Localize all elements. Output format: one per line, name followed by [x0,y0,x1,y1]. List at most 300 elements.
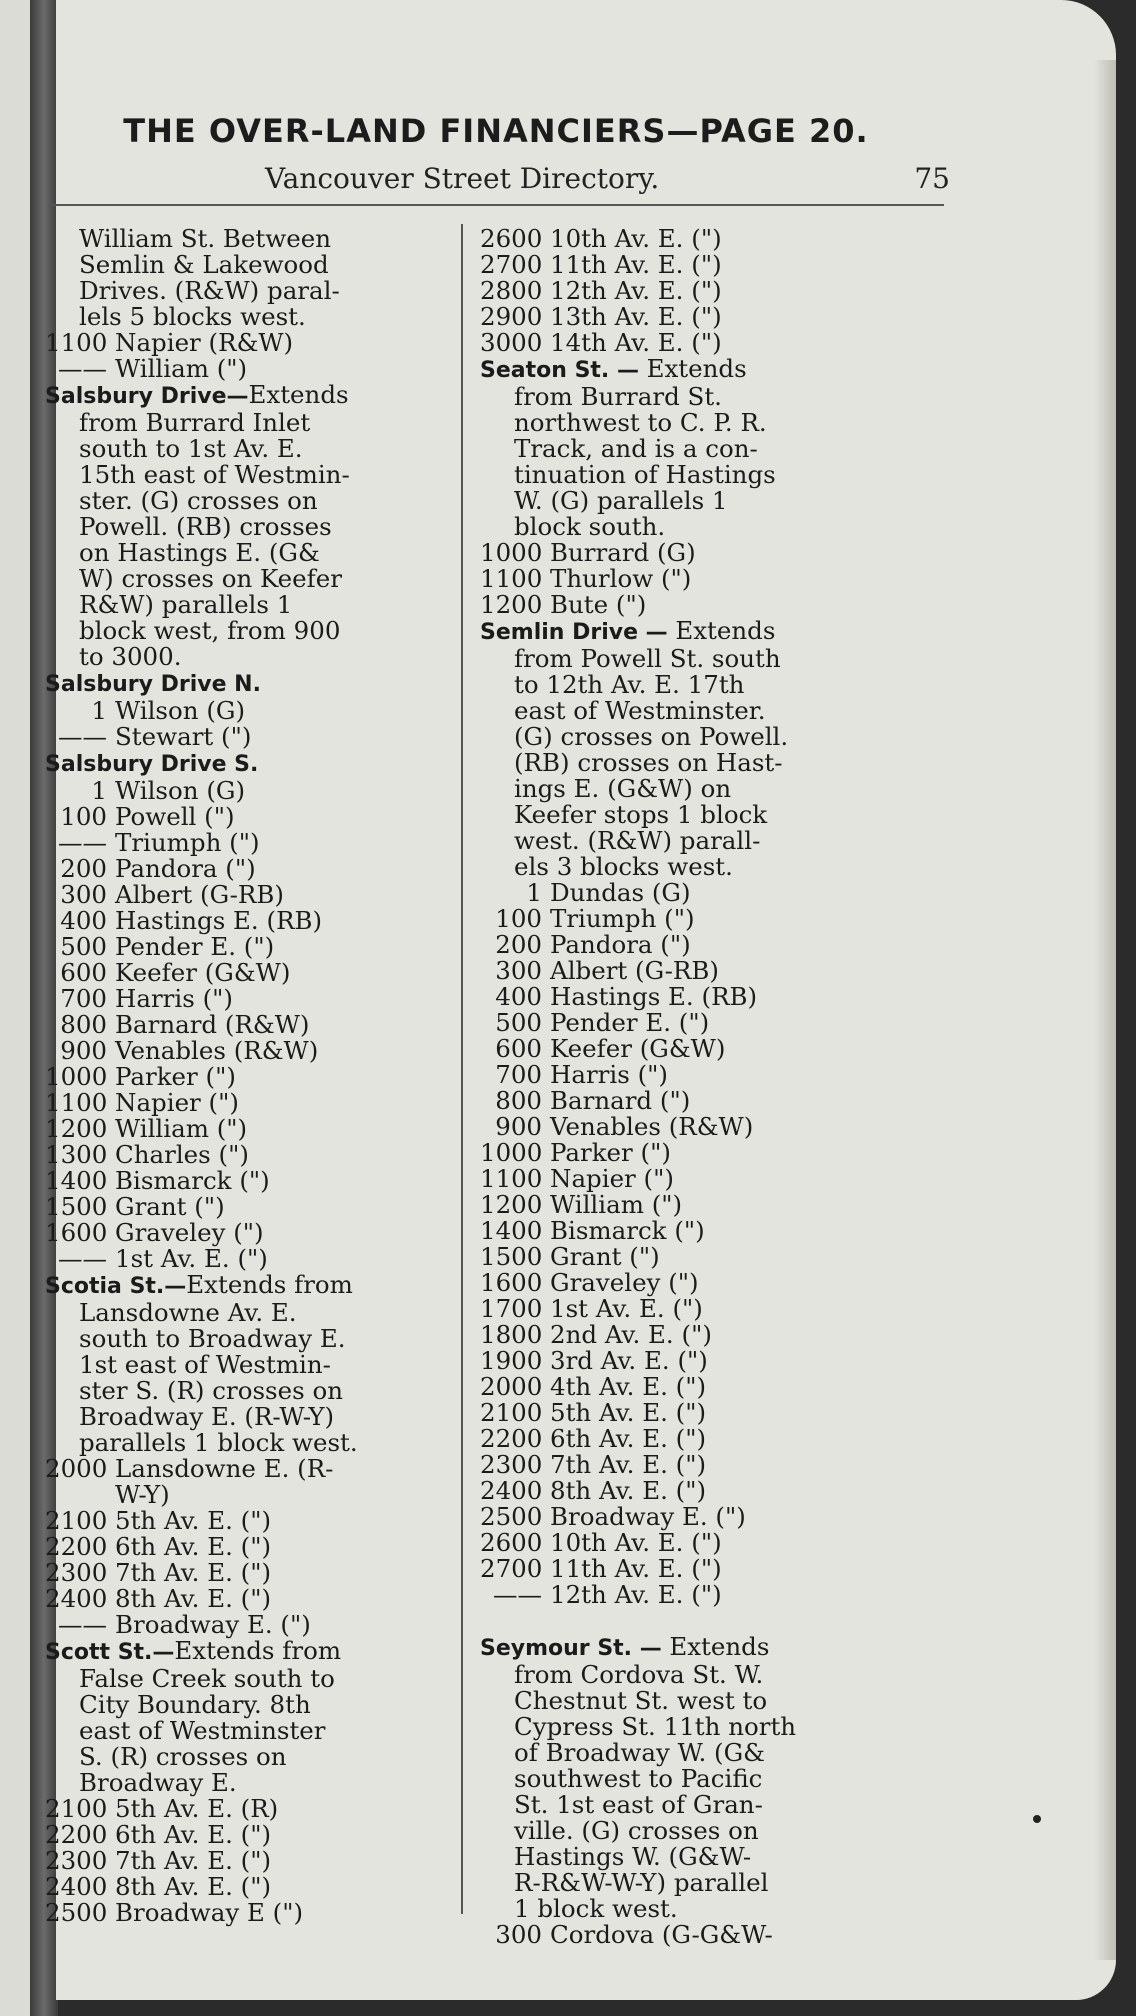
subheader [115,162,950,206]
directory-line [45,1352,459,1378]
directory-line [480,906,950,932]
cross-street: 7th Av. E. (") [115,1846,272,1875]
description-text: from Burrard Inlet [79,408,311,437]
cross-street: Charles (") [115,1140,249,1169]
description-text: Broadway E. [79,1768,237,1797]
description-text: from Powell St. south [514,644,781,673]
street-heading: Salsbury Drive N. [45,672,261,697]
house-number: 100 [60,802,107,831]
description-text: 1st east of Westmin- [79,1350,331,1379]
description-text: west. (R&W) parall- [514,826,761,855]
directory-line [45,1508,459,1534]
directory-line [45,986,459,1012]
directory-line [45,1744,459,1770]
cross-street: William (") [550,1190,683,1219]
directory-line [480,1244,950,1270]
directory-line [45,304,459,330]
description-text: of Broadway W. (G& [514,1738,765,1767]
directory-line [45,436,459,462]
directory-line [45,1168,459,1194]
cross-street: 6th Av. E. (") [115,1820,272,1849]
directory-line [480,436,950,462]
column-divider [461,224,463,1914]
house-number: 2900 [480,302,543,331]
directory-line [45,724,459,750]
directory-line [45,750,459,778]
house-number: 2300 [45,1846,108,1875]
directory-line [45,778,459,804]
cross-street: Hastings E. (RB) [115,906,323,935]
description-text: to 12th Av. E. 17th [514,670,745,699]
heading-text: Extends from [174,1636,342,1665]
house-number: 1800 [480,1320,543,1349]
cross-street: Parker (") [550,1138,671,1167]
cross-street: 13th Av. E. (") [550,302,722,331]
description-text: William St. Between [79,224,332,253]
cross-street: Graveley (") [115,1218,264,1247]
directory-line [480,1270,950,1296]
directory-line [45,1300,459,1326]
directory-line [480,984,950,1010]
directory-line [480,1478,950,1504]
description-text: Drives. (R&W) paral- [79,276,340,305]
description-text: False Creek south to [79,1664,335,1693]
house-number: 3000 [480,328,543,357]
description-text: ster. (G) crosses on [79,486,318,515]
directory-line [45,1116,459,1142]
directory-line [480,1062,950,1088]
description-text: from Burrard St. [514,382,722,411]
description-text: Lansdowne Av. E. [79,1298,297,1327]
cross-street: Pender E. (") [550,1008,710,1037]
description-text: ings E. (G&W) on [514,774,732,803]
cross-street: Grant (") [550,1242,660,1271]
directory-line [480,750,950,776]
house-number: 900 [60,1036,107,1065]
house-number: 2000 [45,1454,108,1483]
directory-line [45,514,459,540]
facing-page-edge [0,0,30,2016]
left-column [45,226,459,1926]
description-text: R-R&W-W-Y) parallel [514,1868,769,1897]
house-number: 1200 [45,1114,108,1143]
cross-street: 7th Av. E. (") [550,1450,707,1479]
directory-line [480,1634,950,1662]
directory-line [45,960,459,986]
cross-street: Grant (") [115,1192,225,1221]
directory-line [480,1088,950,1114]
house-number: 200 [495,930,542,959]
directory-line [45,1718,459,1744]
heading-text: Extends [675,616,776,645]
house-number: 1900 [480,1346,543,1375]
directory-line [45,1534,459,1560]
cross-street: 1st Av. E. (") [115,1244,268,1273]
directory-line [480,1010,950,1036]
directory-line [45,566,459,592]
directory-line [480,1766,950,1792]
description-text: south to 1st Av. E. [79,434,303,463]
directory-line [480,1348,950,1374]
directory-line [480,1426,950,1452]
directory-line [480,540,950,566]
house-number: 800 [60,1010,107,1039]
directory-line [45,644,459,670]
description-text: block south. [514,512,666,541]
cross-street: Keefer (G&W) [115,958,291,987]
directory-line [45,1456,459,1482]
house-number: 1500 [45,1192,108,1221]
cross-street: Broadway E (") [115,1898,304,1927]
house-number: —— [58,1610,107,1639]
directory-line [480,854,950,880]
house-number: 600 [60,958,107,987]
description-text: S. (R) crosses on [79,1742,287,1771]
cross-street: Burrard (G) [550,538,696,567]
directory-line [480,1714,950,1740]
cross-street: Barnard (") [550,1086,691,1115]
description-text: south to Broadway E. [79,1324,346,1353]
cross-street: Pandora (") [550,930,691,959]
cross-street: 3rd Av. E. (") [550,1346,708,1375]
directory-line [480,1740,950,1766]
directory-line [45,1326,459,1352]
cross-street: 5th Av. E. (R) [115,1794,279,1823]
directory-line [480,672,950,698]
house-number: 2300 [480,1450,543,1479]
cross-street: Napier (") [115,1088,239,1117]
cross-street: 1st Av. E. (") [550,1294,703,1323]
directory-line [480,1922,950,1948]
description-text: ville. (G) crosses on [514,1816,759,1845]
page-header: THE OVER-LAND FINANCIERS—PAGE 20. [123,112,869,150]
heading-text: Extends [646,354,747,383]
directory-line [480,958,950,984]
directory-line [480,724,950,750]
cross-street: Napier (") [550,1164,674,1193]
directory-line [45,882,459,908]
cross-street: Pender E. (") [115,932,275,961]
cross-street: 8th Av. E. (") [115,1872,272,1901]
cross-street: W-Y) [115,1480,170,1509]
description-text: northwest to C. P. R. [514,408,767,437]
directory-line [480,1140,950,1166]
description-text: Broadway E. (R-W-Y) [79,1402,335,1431]
directory-line [45,804,459,830]
cross-street: Triumph (") [115,828,260,857]
cross-street: Stewart (") [115,722,252,751]
directory-line [45,830,459,856]
house-number: —— [58,828,107,857]
description-text: (RB) crosses on Hast- [514,748,783,777]
cross-street: 11th Av. E. (") [550,1554,722,1583]
description-text: R&W) parallels 1 [79,590,293,619]
directory-line [480,1296,950,1322]
directory-line [45,1430,459,1456]
house-number: 100 [495,904,542,933]
house-number: —— [58,722,107,751]
cross-street: Venables (R&W) [115,1036,319,1065]
house-number: 2500 [480,1502,543,1531]
directory-line [480,828,950,854]
house-number: 1300 [45,1140,108,1169]
directory-line [480,1608,950,1634]
house-number: 1100 [45,1088,108,1117]
directory-line [480,1844,950,1870]
directory-line [45,1064,459,1090]
description-text: St. 1st east of Gran- [514,1790,763,1819]
cross-street: 14th Av. E. (") [550,328,722,357]
house-number: 2400 [45,1584,108,1613]
directory-line [480,566,950,592]
directory-line [45,670,459,698]
description-text: 15th east of Westmin- [79,460,350,489]
description-text: Hastings W. (G&W- [514,1842,752,1871]
directory-line [45,1482,459,1508]
house-number: 1500 [480,1242,543,1271]
directory-line [480,514,950,540]
house-number: 2800 [480,276,543,305]
house-number: 2100 [45,1794,108,1823]
directory-line [480,1114,950,1140]
cross-street: Barnard (R&W) [115,1010,310,1039]
house-number: 2300 [45,1558,108,1587]
house-number: 1000 [45,1062,108,1091]
house-number: 2700 [480,250,543,279]
street-heading: Seaton St. — [480,358,647,383]
cross-street: Bismarck (") [550,1216,705,1245]
directory-line [45,1612,459,1638]
house-number: 2200 [45,1532,108,1561]
description-text: on Hastings E. (G& [79,538,320,567]
directory-line [45,252,459,278]
street-heading: Salsbury Drive S. [45,752,259,777]
house-number: 1100 [480,1164,543,1193]
description-text: els 3 blocks west. [514,852,733,881]
cross-street: 11th Av. E. (") [550,250,722,279]
cross-street: Graveley (") [550,1268,699,1297]
directory-line [45,1272,459,1300]
directory-line [480,1896,950,1922]
directory-line [45,1692,459,1718]
house-number: 300 [495,1920,542,1949]
directory-line [45,1560,459,1586]
description-text: southwest to Pacific [514,1764,763,1793]
heading-text: Extends [669,1632,770,1661]
house-number: 1200 [480,1190,543,1219]
cross-street: Broadway E. (") [550,1502,746,1531]
directory-line [480,1400,950,1426]
directory-line [45,278,459,304]
directory-line [45,540,459,566]
directory-line [480,410,950,436]
house-number: 200 [60,854,107,883]
directory-line [45,856,459,882]
description-text: parallels 1 block west. [79,1428,358,1457]
house-number: 2200 [480,1424,543,1453]
directory-line [45,226,459,252]
directory-line [480,1452,950,1478]
page-blemish [1033,1815,1041,1823]
description-text: east of Westminster [79,1716,326,1745]
cross-street: Cordova (G-G&W- [550,1920,773,1949]
street-heading: Salsbury Drive— [45,384,249,409]
house-number: 2700 [480,1554,543,1583]
header-rule [48,204,944,206]
heading-text: Extends from [186,1270,353,1299]
house-number: 400 [495,982,542,1011]
description-text: Chestnut St. west to [514,1686,768,1715]
directory-line [480,1166,950,1192]
cross-street: Bismarck (") [115,1166,270,1195]
house-number: 1000 [480,1138,543,1167]
directory-line [45,1770,459,1796]
house-number: 400 [60,906,107,935]
cross-street: Pandora (") [115,854,256,883]
description-text: City Boundary. 8th [79,1690,311,1719]
directory-line [480,1374,950,1400]
description-text: 1 block west. [514,1894,678,1923]
cross-street: Broadway E. (") [115,1610,311,1639]
directory-line [45,1378,459,1404]
directory-line [45,698,459,724]
directory-line [45,1246,459,1272]
cross-street: 8th Av. E. (") [115,1584,272,1613]
directory-line [480,488,950,514]
house-number: 2100 [45,1506,108,1535]
directory-subtitle: Vancouver Street Directory. [265,162,660,195]
cross-street: William (") [115,354,248,383]
directory-line [480,462,950,488]
description-text: lels 5 blocks west. [79,302,306,331]
page-number: 75 [914,162,950,195]
cross-street: 6th Av. E. (") [550,1424,707,1453]
house-number: 1600 [480,1268,543,1297]
description-text: Semlin & Lakewood [79,250,329,279]
directory-line [45,1848,459,1874]
directory-line [45,488,459,514]
directory-line [480,1036,950,1062]
cross-street: 12th Av. E. (") [550,276,722,305]
description-text: from Cordova St. W. [514,1660,764,1689]
house-number: 1000 [480,538,543,567]
directory-line [45,618,459,644]
directory-line [480,1662,950,1688]
house-number: 300 [495,956,542,985]
directory-line [45,462,459,488]
cross-street: Triumph (") [550,904,695,933]
directory-line [480,1530,950,1556]
directory-line [45,1900,459,1926]
cross-street: Thurlow (") [550,564,692,593]
directory-line [45,1404,459,1430]
cross-street: Keefer (G&W) [550,1034,726,1063]
cross-street: 4th Av. E. (") [550,1372,707,1401]
description-text: Cypress St. 11th north [514,1712,797,1741]
house-number: 300 [60,880,107,909]
description-text: east of Westminster. [514,696,766,725]
directory-line [480,226,950,252]
directory-line [480,1322,950,1348]
directory-line [480,330,950,356]
cross-street: 8th Av. E. (") [550,1476,707,1505]
directory-line [45,1220,459,1246]
directory-line [480,304,950,330]
directory-line [480,1218,950,1244]
directory-line [45,410,459,436]
description-text: Track, and is a con- [514,434,758,463]
directory-line [480,1818,950,1844]
description-text: W. (G) parallels 1 [514,486,728,515]
house-number: 500 [60,932,107,961]
cross-street: Parker (") [115,1062,236,1091]
directory-line [480,880,950,906]
house-number: 1700 [480,1294,543,1323]
cross-street: 12th Av. E. (") [550,1580,722,1609]
house-number: 800 [495,1086,542,1115]
house-number: 1200 [480,590,543,619]
description-text: tinuation of Hastings [514,460,776,489]
directory-line [45,356,459,382]
house-number: 1 [91,776,107,805]
house-number: 700 [495,1060,542,1089]
cross-street: Albert (G-RB) [115,880,284,909]
directory-line [45,1638,459,1666]
directory-line [45,934,459,960]
cross-street: Venables (R&W) [550,1112,754,1141]
cross-street: 5th Av. E. (") [115,1506,272,1535]
description-text: (G) crosses on Powell. [514,722,789,751]
directory-line [480,646,950,672]
house-number: 1400 [480,1216,543,1245]
directory-line [480,1870,950,1896]
house-number: 900 [495,1112,542,1141]
description-text: ster S. (R) crosses on [79,1376,343,1405]
directory-line [45,1090,459,1116]
cross-street: 10th Av. E. (") [550,1528,722,1557]
house-number: 1 [526,878,542,907]
house-number: 2400 [480,1476,543,1505]
street-heading: Seymour St. — [480,1636,670,1661]
directory-line [45,1666,459,1692]
directory-line [45,1874,459,1900]
directory-line [480,1688,950,1714]
directory-line [480,1792,950,1818]
description-text: W) crosses on Keefer [79,564,342,593]
cross-street: Wilson (G) [115,776,246,805]
street-heading: Semlin Drive — [480,620,676,645]
house-number: 500 [495,1008,542,1037]
house-number: 1100 [45,328,108,357]
directory-line [480,592,950,618]
house-number: 2600 [480,224,543,253]
directory-line [45,1586,459,1612]
directory-line [480,1556,950,1582]
street-heading: Scott St.— [45,1640,175,1665]
directory-line [480,1582,950,1608]
cross-street: 10th Av. E. (") [550,224,722,253]
directory-line [480,618,950,646]
directory-line [480,252,950,278]
cross-street: Albert (G-RB) [550,956,719,985]
directory-line [45,1822,459,1848]
directory-line [45,330,459,356]
house-number: 1400 [45,1166,108,1195]
cross-street: Hastings E. (RB) [550,982,758,1011]
house-number: 2200 [45,1820,108,1849]
house-number: 2000 [480,1372,543,1401]
cross-street: Harris (") [550,1060,668,1089]
